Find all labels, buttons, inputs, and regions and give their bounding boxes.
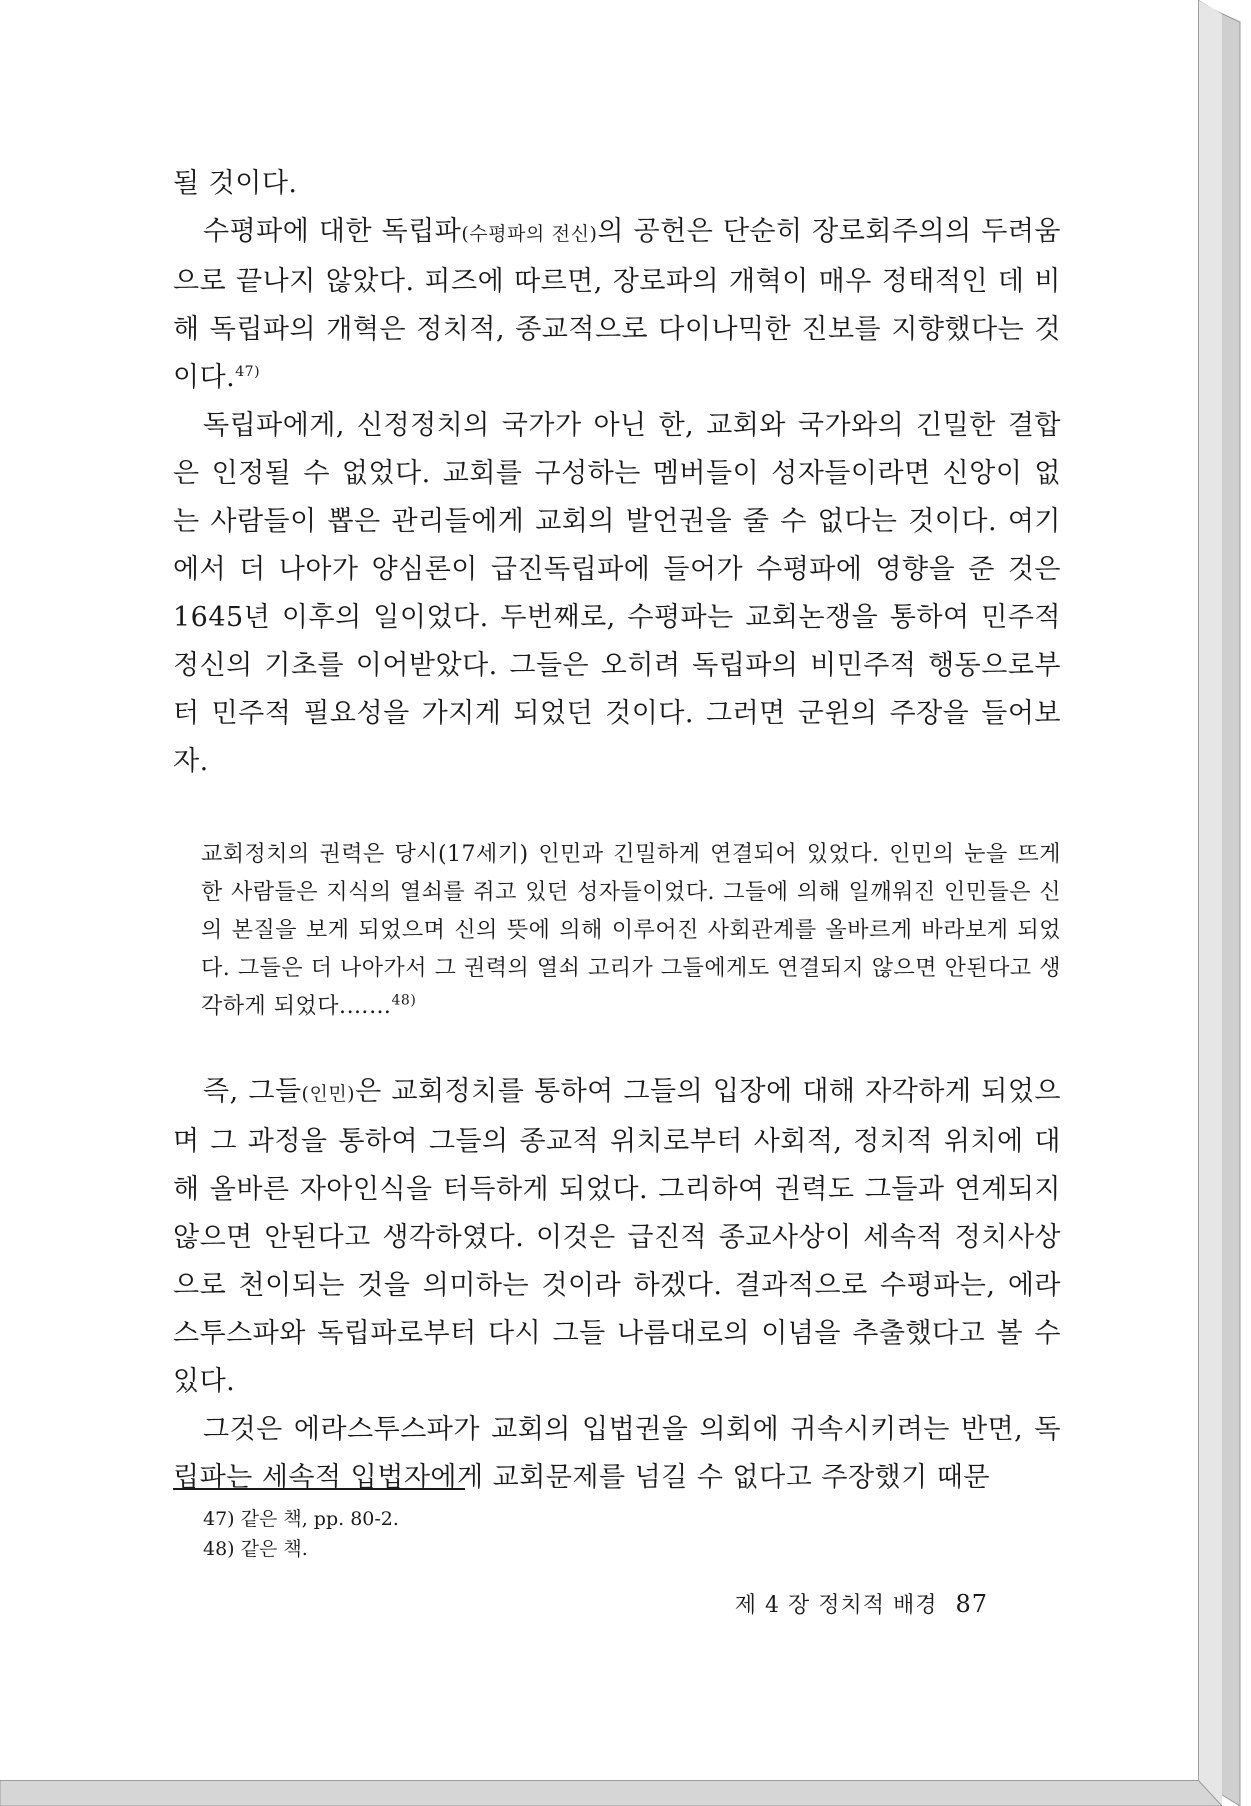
parenthetical-note: (인민): [301, 1083, 356, 1105]
paragraph-text: 은 교회정치를 통하여 그들의 입장에 대해 자각하게 되었으며 그 과정을 통하여 그들의 종교적 위치로부터 사회적, 정치적 위치에 대해 올바른 자아인식을 터득하게 되었다. 그리하여 권력도 그들과 연계되지 않으면 안된다고 생각하였다. 이것은 급진적 종교사상이 세속적 정치사상으로 천이되는 것을 의미하는 것이라 하겠다. 결과적으로 수평파는, 에라스투스파와 독립파로부터 다시 그들 나름대로의 이념을 추출했다고 볼 수 있다.: [173, 1076, 1061, 1397]
footnote-reference: 48): [391, 992, 417, 1009]
chapter-title: 제 4 장 정치적 배경: [734, 1593, 938, 1618]
paragraph: [173, 208, 1061, 402]
block-quote: [173, 836, 1061, 1026]
footnote: 48) 같은 책.: [203, 1538, 308, 1560]
paragraph-text: 수평파에 대한 독립파: [203, 216, 462, 247]
paragraph-continuation: [173, 160, 1061, 208]
paragraph: [173, 1068, 1061, 1406]
paragraph-text: 될 것이다.: [173, 168, 298, 199]
paragraph-text: 즉, 그들: [203, 1076, 302, 1107]
running-footer: [735, 1588, 988, 1619]
paragraph-text: 독립파에게, 신정정치의 국가가 아닌 한, 교회와 국가와의 긴밀한 결합은 인정될 수 없었다. 교회를 구성하는 멤버들이 성자들이라면 신앙이 없는 사람들이 뽑은 관리들에게 교회의 발언권을 줄 수 없다는 것이다. 여기에서 더 나아가 양심론이 급진독립파에 들어가 수평파에 영향을 준 것은 1645년 이후의 일이었다. 두번째로, 수평파는 교회논쟁을 통하여 민주적 정신의 기초를 이어받았다. 그들은 오히려 독립파의 비민주적 행동으로부터 민주적 필요성을 가지게 되었던 것이다. 그러면 군윈의 주장을 들어보자.: [173, 410, 1061, 777]
parenthetical-note: (수평파의 전신): [461, 223, 598, 245]
body-text: [173, 160, 1061, 1502]
footnotes: [173, 1488, 1061, 1564]
paragraph: [173, 402, 1061, 786]
paragraph-text: 그것은 에라스투스파가 교회의 입법권을 의회에 귀속시키려는 반면, 독립파는 세속적 입법자에게 교회문제를 넘길 수 없다고 주장했기 때문: [173, 1414, 1061, 1493]
footnote-divider: [173, 1488, 465, 1490]
page-number: 87: [955, 1590, 988, 1618]
footnote-reference: 47): [235, 364, 261, 380]
footnote: 47) 같은 책, pp. 80-2.: [203, 1508, 399, 1530]
paragraph-text: 의 공헌은 단순히 장로회주의의 두려움으로 끝나지 않았다. 피즈에 따르면, 장로파의 개혁이 매우 정태적인 데 비해 독립파의 개혁은 정치적, 종교적으로 다이나믹한 진보를 지향했다는 것이다.: [173, 216, 1061, 393]
quote-text: 교회정치의 권력은 당시(17세기) 인민과 긴밀하게 연결되어 있었다. 인민의 눈을 뜨게 한 사람들은 지식의 열쇠를 쥐고 있던 성자들이었다. 그들에 의해 일깨워진 인민들은 신의 본질을 보게 되었으며 신의 뜻에 의해 이루어진 사회관계를 올바르게 바라보게 되었다. 그들은 더 나아가서 그 권력의 열쇠 고리가 그들에게도 연결되지 않으면 안된다고 생각하게 되었다.……: [201, 842, 1061, 1019]
